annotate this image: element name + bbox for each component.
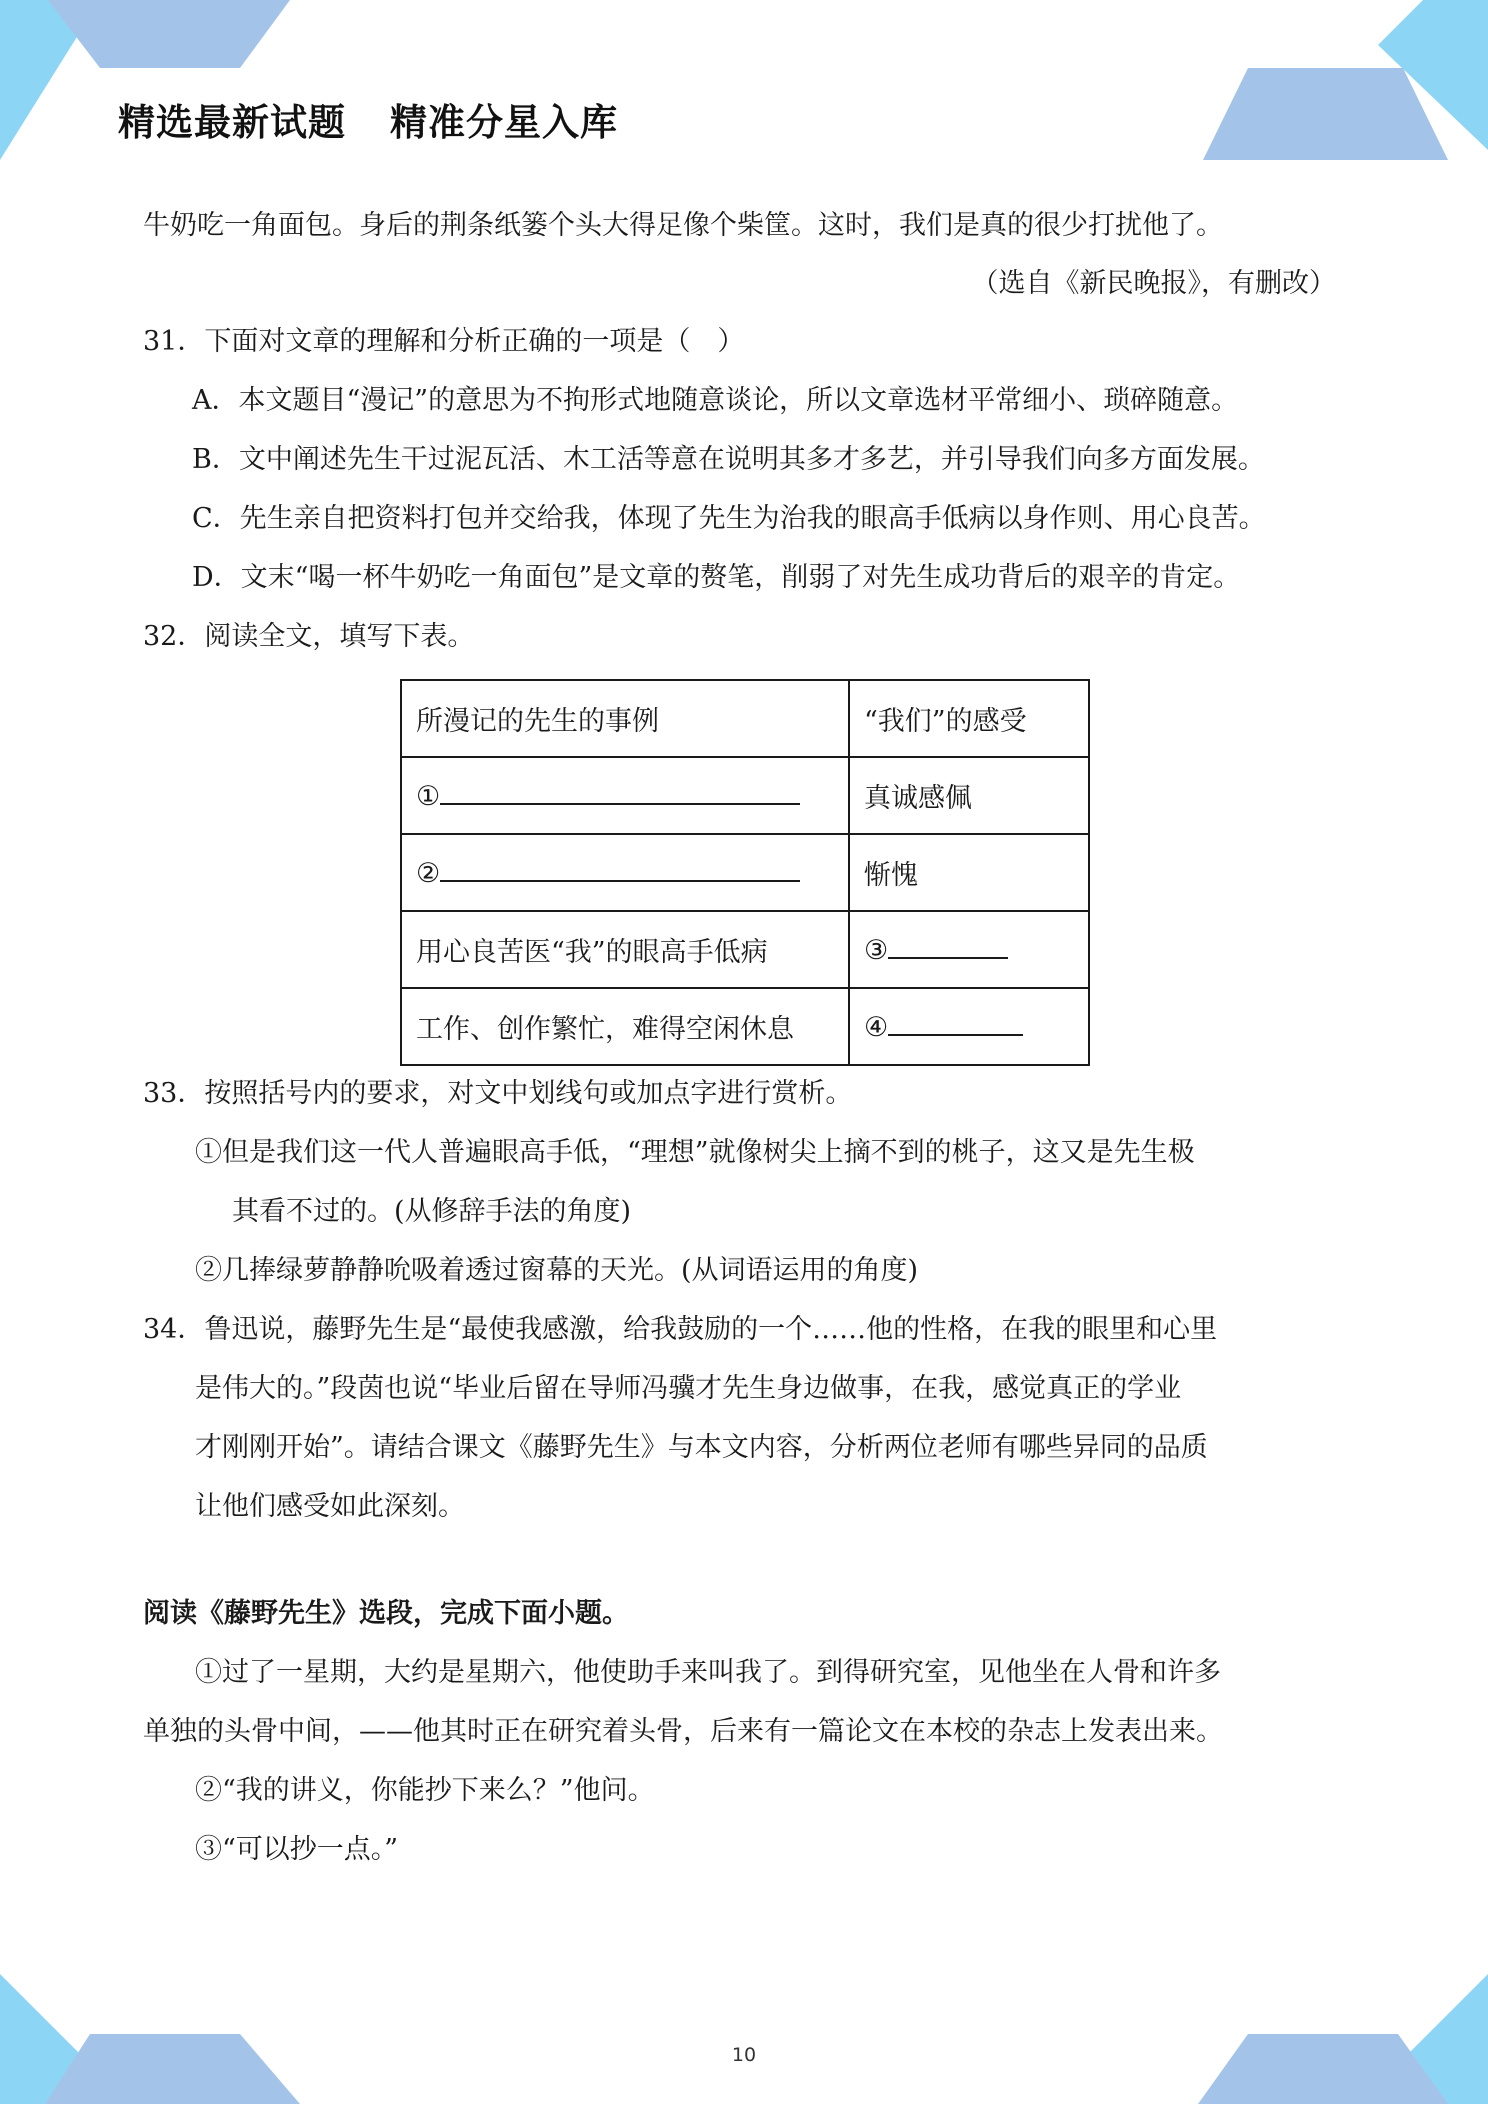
table-cell [849, 911, 1089, 988]
reading2-p1-line1: ①过了一星期，大约是星期六，他使助手来叫我了。到得研究室，见他坐在人骨和许多 [195, 1657, 1221, 1688]
top-right-trapezoid [1203, 68, 1448, 160]
blank-marker: ④ [864, 1012, 889, 1043]
bottom-left-decoration [0, 1934, 330, 2104]
q31-option-c: C．先生亲自把资料打包并交给我，体现了先生为治我的眼高手低病以身作则、用心良苦。 [192, 503, 1266, 534]
q34-line2: 是伟大的。”段茵也说“毕业后留在导师冯骥才先生身边做事，在我，感觉真正的学业 [195, 1373, 1182, 1404]
top-right-decoration [1158, 0, 1488, 170]
blank-marker: ② [416, 858, 441, 889]
reading2-p2: ②“我的讲义，你能抄下来么？”他问。 [195, 1775, 655, 1806]
q31-option-d: D．文末“喝一杯牛奶吃一角面包”是文章的赘笔，削弱了对先生成功背后的艰辛的肯定。 [192, 562, 1241, 593]
page-number: 10 [731, 2044, 757, 2066]
table-row [401, 911, 1089, 988]
table-header-example: 所漫记的先生的事例 [401, 680, 849, 757]
table-cell [401, 757, 849, 834]
reading2-heading: 阅读《藤野先生》选段，完成下面小题。 [143, 1598, 629, 1629]
table-row [401, 988, 1089, 1065]
table-cell [849, 988, 1089, 1065]
page-header-title [118, 92, 618, 146]
reading2-p3: ③“可以抄一点。” [195, 1834, 399, 1865]
table-cell [401, 834, 849, 911]
header-title-part1: 精选最新试题 [118, 101, 346, 144]
passage-source: （选自《新民晚报》，有删改） [971, 268, 1336, 299]
q31-stem: 31．下面对文章的理解和分析正确的一项是（ ） [143, 326, 745, 357]
table-cell: 工作、创作繁忙，难得空闲休息 [401, 988, 849, 1065]
blank-marker: ① [416, 781, 441, 812]
reading2-p1-line2: 单独的头骨中间，——他其时正在研究着头骨，后来有一篇论文在本校的杂志上发表出来。 [143, 1716, 1223, 1747]
q34-line4: 让他们感受如此深刻。 [195, 1491, 465, 1522]
table-cell: 惭愧 [849, 834, 1089, 911]
q32-stem: 32．阅读全文，填写下表。 [143, 621, 475, 652]
q31-option-b: B．文中阐述先生干过泥瓦活、木工活等意在说明其多才多艺，并引导我们向多方面发展。 [192, 444, 1265, 475]
q33-item1-line1: ①但是我们这一代人普遍眼高手低，“理想”就像树尖上摘不到的桃子，这又是先生极 [195, 1137, 1195, 1168]
q34-line1: 34．鲁迅说，藤野先生是“最使我感激，给我鼓励的一个……他的性格，在我的眼里和心里 [143, 1314, 1218, 1345]
table-cell: 用心良苦医“我”的眼高手低病 [401, 911, 849, 988]
q33-item1-line2: 其看不过的。(从修辞手法的角度) [232, 1196, 632, 1227]
answer-blank-2[interactable] [440, 856, 800, 882]
answer-blank-3[interactable] [888, 933, 1008, 959]
answer-blank-1[interactable] [440, 779, 800, 805]
blank-marker: ③ [864, 935, 889, 966]
table-header-feeling: “我们”的感受 [849, 680, 1089, 757]
table-row [401, 757, 1089, 834]
passage-tail-line: 牛奶吃一角面包。身后的荆条纸篓个头大得足像个柴筐。这时，我们是真的很少打扰他了。 [143, 210, 1223, 241]
table-row [401, 834, 1089, 911]
q33-item2: ②几捧绿萝静静吮吸着透过窗幕的天光。(从词语运用的角度) [195, 1255, 919, 1286]
q33-stem: 33．按照括号内的要求，对文中划线句或加点字进行赏析。 [143, 1078, 853, 1109]
header-title-part2: 精准分星入库 [390, 101, 618, 144]
q34-line3: 才刚刚开始”。请结合课文《藤野先生》与本文内容，分析两位老师有哪些异同的品质 [195, 1432, 1208, 1463]
top-left-trapezoid [48, 0, 290, 68]
q32-table [400, 679, 1090, 1066]
q31-option-a: A．本文题目“漫记”的意思为不拘形式地随意谈论，所以文章选材平常细小、琐碎随意。 [192, 385, 1239, 416]
bottom-right-decoration [1158, 1934, 1488, 2104]
table-header-row [401, 680, 1089, 757]
answer-blank-4[interactable] [888, 1010, 1023, 1036]
table-cell: 真诚感佩 [849, 757, 1089, 834]
